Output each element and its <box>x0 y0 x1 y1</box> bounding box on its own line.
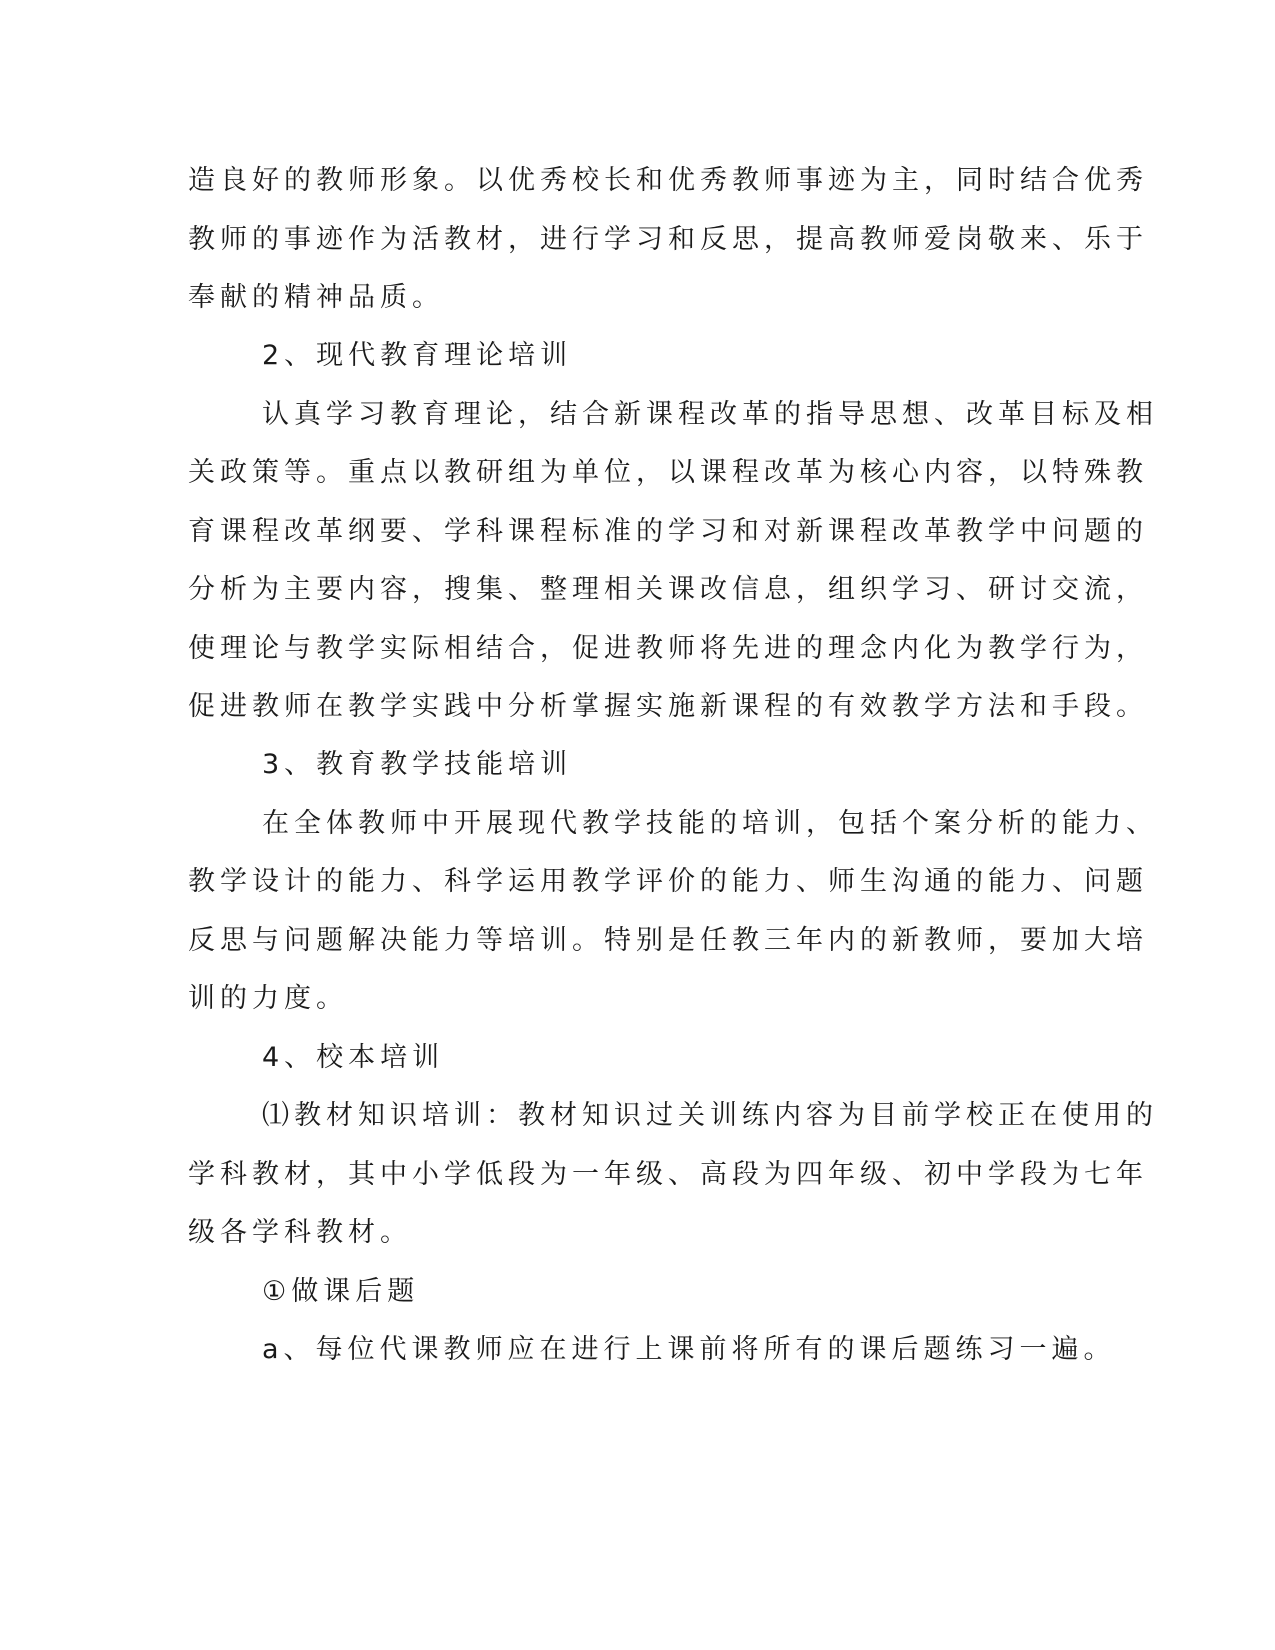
section-heading: 3、教育教学技能培训 <box>262 749 573 780</box>
paragraph-line: 关政策等。重点以教研组为单位，以课程改革为核心内容，以特殊教 <box>188 457 1148 488</box>
paragraph-line: 学科教材，其中小学低段为一年级、高段为四年级、初中学段为七年 <box>188 1159 1148 1190</box>
section-heading: 4、校本培训 <box>262 1042 445 1073</box>
list-item: a、每位代课教师应在进行上课前将所有的课后题练习一遍。 <box>262 1334 1116 1365</box>
paragraph-line: 使理论与教学实际相结合，促进教师将先进的理念内化为教学行为， <box>188 633 1148 664</box>
section-heading: 2、现代教育理论培训 <box>262 340 573 371</box>
paragraph-line: 促进教师在教学实践中分析掌握实施新课程的有效教学方法和手段。 <box>188 691 1148 722</box>
paragraph-line: 级各学科教材。 <box>188 1217 412 1248</box>
paragraph-line: 反思与问题解决能力等培训。特别是任教三年内的新教师，要加大培 <box>188 925 1148 956</box>
paragraph-line: 育课程改革纲要、学科课程标准的学习和对新课程改革教学中问题的 <box>188 516 1148 547</box>
paragraph-line: 教师的事迹作为活教材，进行学习和反思，提高教师爱岗敬来、乐于 <box>188 224 1148 255</box>
paragraph-line: 分析为主要内容，搜集、整理相关课改信息，组织学习、研讨交流， <box>188 574 1148 605</box>
paragraph-line: 训的力度。 <box>188 983 348 1014</box>
paragraph-line: 奉献的精神品质。 <box>188 282 444 313</box>
paragraph-line: 教学设计的能力、科学运用教学评价的能力、师生沟通的能力、问题 <box>188 866 1148 897</box>
paragraph-line: ⑴教材知识培训：教材知识过关训练内容为目前学校正在使用的 <box>262 1100 1158 1131</box>
paragraph-line: 在全体教师中开展现代教学技能的培训，包括个案分析的能力、 <box>262 808 1158 839</box>
list-heading: ①做课后题 <box>262 1276 420 1307</box>
paragraph-line: 认真学习教育理论，结合新课程改革的指导思想、改革目标及相 <box>262 399 1158 430</box>
paragraph-line: 造良好的教师形象。以优秀校长和优秀教师事迹为主，同时结合优秀 <box>188 165 1148 196</box>
